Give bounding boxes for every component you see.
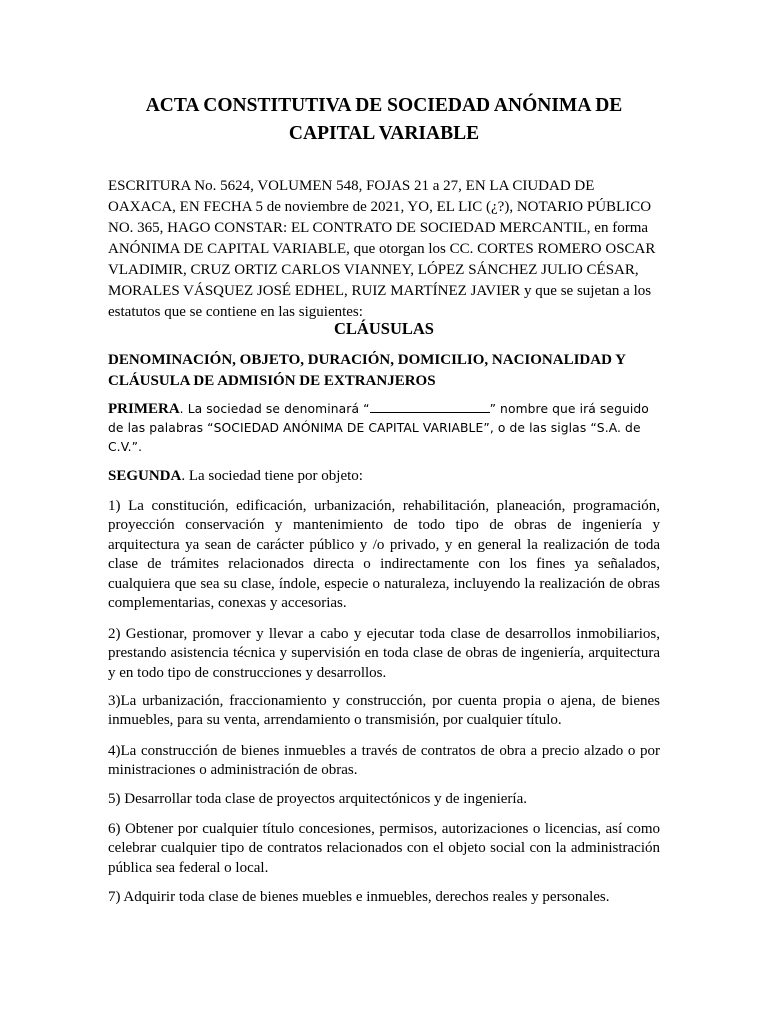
clause-segunda bbox=[108, 467, 660, 486]
clause-primera-text-after: ” nombre que irá seguido de las palabras “SOCIEDAD ANÓNIMA DE CAPITAL VARIABLE”, o de las siglas “S.A. de C.V.”. bbox=[108, 402, 649, 454]
object-item-3: 3)La urbanización, fraccionamiento y construcción, por cuenta propia o ajena, de bienes inmuebles, para su venta, arrendamiento o transmisión, por cualquier título. bbox=[108, 693, 660, 729]
object-item-1: 1) La constitución, edificación, urbanización, rehabilitación, planeación, programación, proyección conservación y mantenimiento de todo tipo de obras de ingeniería y arquitectura ya sean de carácter público y /o privado, y en general la realización de toda clase de trámites relacionados directa o indirectamente con los fines ya señalados, cualquiera que sea su clase, índole, especie o naturaleza, incluyendo la realización de obras complementarias, conexas y accesorias. bbox=[108, 498, 660, 612]
clausulas-heading: CLÁUSULAS bbox=[334, 319, 434, 338]
object-item-5: 5) Desarrollar toda clase de proyectos arquitectónicos y de ingeniería. bbox=[108, 791, 527, 807]
document-title: ACTA CONSTITUTIVA DE SOCIEDAD ANÓNIMA DE CAPITAL VARIABLE bbox=[145, 95, 623, 144]
object-item-6: 6) Obtener por cualquier título concesiones, permisos, autorizaciones o licencias, así como celebrar cualquier tipo de contratos relacionados con el objeto social con la administración pública sea federal o local. bbox=[108, 821, 660, 876]
object-item-4: 4)La construcción de bienes inmuebles a través de contratos de obra a precio alzado o por ministraciones o administración de obras. bbox=[108, 743, 660, 779]
object-item-7: 7) Adquirir toda clase de bienes muebles e inmuebles, derechos reales y personales. bbox=[108, 889, 610, 905]
clause-primera bbox=[108, 400, 660, 457]
clause-segunda-text: . La sociedad tiene por objeto: bbox=[181, 468, 363, 484]
company-name-blank bbox=[370, 400, 490, 413]
clause-primera-text-before: . La sociedad se denominará “ bbox=[179, 402, 370, 416]
clause-primera-label: PRIMERA bbox=[108, 401, 180, 417]
clause-segunda-label: SEGUNDA bbox=[108, 468, 182, 484]
intro-paragraph: ESCRITURA No. 5624, VOLUMEN 548, FOJAS 21 a 27, EN LA CIUDAD DE OAXACA, EN FECHA 5 de noviembre de 2021, YO, EL LIC (¿?), NOTARIO PÚBLICO NO. 365, HAGO CONSTAR: EL CONTRATO DE SOCIEDAD MERCANTIL, en forma ANÓNIMA DE CAPITAL VARIABLE, que otorgan los CC. CORTES ROMERO OSCAR VLADIMIR, CRUZ ORTIZ CARLOS VIANNEY, LÓPEZ SÁNCHEZ JULIO CÉSAR, MORALES VÁSQUEZ JOSÉ EDHEL, RUIZ MARTÍNEZ JAVIER y que se sujetan a los estatutos que se contiene en las siguientes: bbox=[108, 178, 656, 320]
section-heading: DENOMINACIÓN, OBJETO, DURACIÓN, DOMICILIO, NACIONALIDAD Y CLÁUSULA DE ADMISIÓN DE EXTRANJEROS bbox=[108, 352, 626, 389]
object-item-2: 2) Gestionar, promover y llevar a cabo y ejecutar toda clase de desarrollos inmobiliarios, prestando asistencia técnica y supervisión en toda clase de obras de ingeniería, arquitectura y en todo tipo de construcciones y desarrollos. bbox=[108, 626, 660, 681]
